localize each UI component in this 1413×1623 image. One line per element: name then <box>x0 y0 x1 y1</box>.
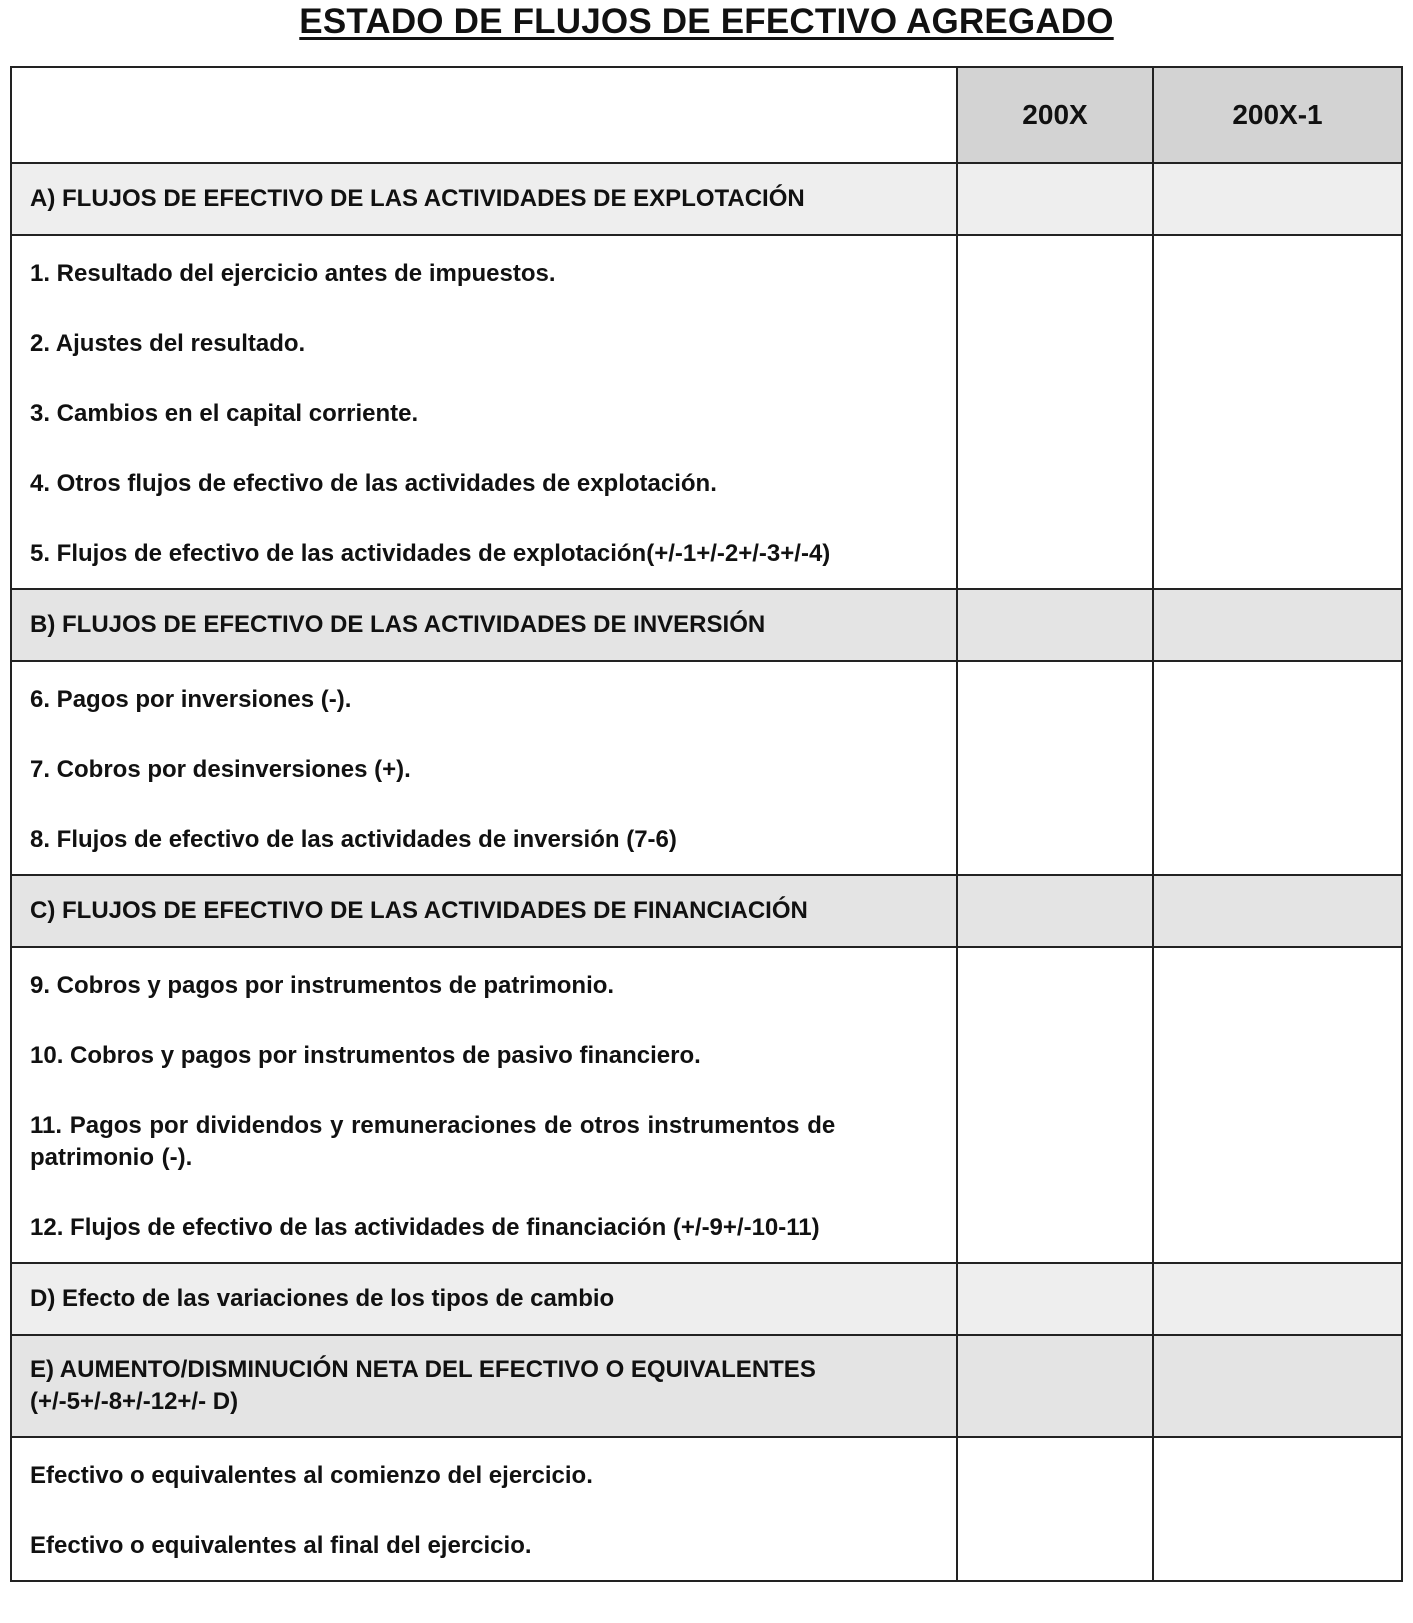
header-label-cell <box>11 67 957 163</box>
section-d-heading: D) Efecto de las variaciones de los tipos de cambio <box>11 1263 957 1335</box>
section-a-value-previous <box>1153 163 1402 235</box>
section-d-value-current <box>957 1263 1153 1335</box>
line-item-7: 7. Cobros por desinversiones (+). <box>30 756 411 783</box>
section-a-items-value-current <box>957 235 1153 589</box>
section-b-value-previous <box>1153 589 1402 661</box>
line-item-4: 4. Otros flujos de efectivo de las actividades de explotación. <box>30 470 717 497</box>
section-b-items-value-previous <box>1153 661 1402 875</box>
section-c-items <box>11 947 957 1263</box>
section-c-value-current <box>957 875 1153 947</box>
section-e-items <box>11 1437 957 1581</box>
section-a-heading: A) FLUJOS DE EFECTIVO DE LAS ACTIVIDADES DE EXPLOTACIÓN <box>11 163 957 235</box>
section-e-value-current <box>957 1335 1153 1437</box>
line-item-9: 9. Cobros y pagos por instrumentos de patrimonio. <box>30 972 615 999</box>
section-d-row <box>11 1263 1402 1335</box>
line-item-12: 12. Flujos de efectivo de las actividades de financiación (+/-9+/-10-11) <box>30 1214 820 1241</box>
section-b-row <box>11 589 1402 661</box>
section-e-items-value-previous <box>1153 1437 1402 1581</box>
section-b-items-value-current <box>957 661 1153 875</box>
section-a-items <box>11 235 957 589</box>
section-e-items-row <box>11 1437 1402 1581</box>
section-b-items-row <box>11 661 1402 875</box>
section-c-items-value-current <box>957 947 1153 1263</box>
section-a-items-row <box>11 235 1402 589</box>
line-item-6: 6. Pagos por inversiones (-). <box>30 686 352 713</box>
line-item-3: 3. Cambios en el capital corriente. <box>30 400 419 427</box>
document-title: ESTADO DE FLUJOS DE EFECTIVO AGREGADO <box>299 2 1114 41</box>
cash-flow-table <box>10 66 1403 1582</box>
cash-at-beginning: Efectivo o equivalentes al comienzo del ejercicio. <box>30 1462 593 1489</box>
header-year-current: 200X <box>957 67 1153 163</box>
section-a-items-value-previous <box>1153 235 1402 589</box>
section-a-value-current <box>957 163 1153 235</box>
section-e-row <box>11 1335 1402 1437</box>
header-year-previous: 200X-1 <box>1153 67 1402 163</box>
table-header-row <box>11 67 1402 163</box>
line-item-8: 8. Flujos de efectivo de las actividades de inversión (7-6) <box>30 826 677 853</box>
cash-at-end: Efectivo o equivalentes al final del ejercicio. <box>30 1532 532 1559</box>
section-e-heading: E) AUMENTO/DISMINUCIÓN NETA DEL EFECTIVO O EQUIVALENTES (+/-5+/-8+/-12+/- D) <box>11 1335 957 1437</box>
line-item-1: 1. Resultado del ejercicio antes de impuestos. <box>30 260 556 287</box>
section-c-heading: C) FLUJOS DE EFECTIVO DE LAS ACTIVIDADES DE FINANCIACIÓN <box>11 875 957 947</box>
section-e-value-previous <box>1153 1335 1402 1437</box>
section-c-items-row <box>11 947 1402 1263</box>
section-a-row <box>11 163 1402 235</box>
line-item-11: 11. Pagos por dividendos y remuneraciones de otros instrumentos de patrimonio (-). <box>30 1112 836 1171</box>
line-item-2: 2. Ajustes del resultado. <box>30 330 306 357</box>
section-b-heading: B) FLUJOS DE EFECTIVO DE LAS ACTIVIDADES DE INVERSIÓN <box>11 589 957 661</box>
section-b-value-current <box>957 589 1153 661</box>
section-b-items <box>11 661 957 875</box>
line-item-10: 10. Cobros y pagos por instrumentos de pasivo financiero. <box>30 1042 701 1069</box>
section-c-row <box>11 875 1402 947</box>
section-e-items-value-current <box>957 1437 1153 1581</box>
section-c-items-value-previous <box>1153 947 1402 1263</box>
section-c-value-previous <box>1153 875 1402 947</box>
line-item-5: 5. Flujos de efectivo de las actividades de explotación(+/-1+/-2+/-3+/-4) <box>30 540 831 567</box>
section-d-value-previous <box>1153 1263 1402 1335</box>
